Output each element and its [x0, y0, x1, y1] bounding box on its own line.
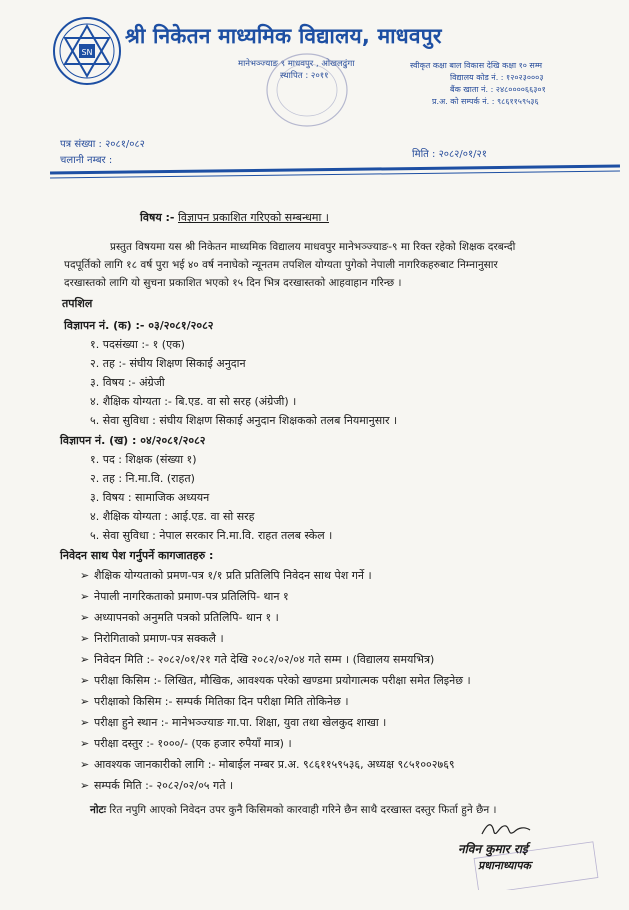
- subject-line: [140, 210, 329, 225]
- arrow-bullet-icon: ➢: [80, 758, 90, 771]
- subject-text: विज्ञापन प्रकाशित गरिएको सम्बन्धमा ।: [178, 211, 329, 224]
- approval-text: स्वीकृत कक्षा बाल विकास देखि कक्षा १० सम्म: [410, 61, 543, 70]
- school-address: मानेभञ्ज्याङ ९ माधवपुर , ओखलढुंगा: [238, 59, 355, 69]
- arrow-bullet-icon: ➢: [80, 779, 90, 792]
- intro-line-2: पदपूर्तिको लागि १८ वर्ष पुरा भई ४० वर्ष ननाघेको न्यूनतम तपशिल योग्यता पुगेको नेपाली नागरिकहरुबाट निम्नानुसार: [64, 259, 498, 271]
- ad2-item: ५. सेवा सुविधा : नेपाल सरकार नि.मा.वि. राहत तलब स्केल ।: [90, 529, 333, 542]
- intro-line-1: प्रस्तुत विषयमा यस श्री निकेतन माध्यमिक विद्यालय माधवपुर मानेभञ्ज्याङ-९ मा रिक्त रहेको शिक्षक दरबन्दी: [110, 241, 516, 253]
- arrow-bullet-icon: ➢: [80, 716, 90, 729]
- school-seal: [262, 48, 352, 132]
- header-rule-thick: [50, 165, 620, 175]
- ad2-item: १. पद : शिक्षक (संख्या १): [90, 453, 197, 466]
- arrow-bullet-icon: ➢: [80, 632, 90, 645]
- arrow-bullet-icon: ➢: [80, 611, 90, 624]
- docs-item: ➢ निवेदन मिति :- २०८२/०१/२१ गते देखि २०८२/०२/०४ गते सम्म । (विद्यालय समयभित्र): [80, 653, 435, 666]
- docs-item: ➢ परीक्षा किसिम :- लिखित, मौखिक, आवश्यक परेको खण्डमा प्रयोगात्मक परीक्षा समेत लिइनेछ ।: [80, 674, 471, 687]
- school-code: विद्यालय कोड नं. : १२०२३०००३: [450, 73, 544, 82]
- ad1-item: ५. सेवा सुविधा : संघीय शिक्षण सिकाई अनुदान शिक्षकको तलब नियमानुसार ।: [90, 414, 398, 427]
- school-name: श्री निकेतन माध्यमिक विद्यालय, माधवपुर: [125, 24, 442, 48]
- docs-item: ➢ निरोगिताको प्रमाण-पत्र सक्कलै ।: [80, 632, 224, 645]
- arrow-bullet-icon: ➢: [80, 737, 90, 750]
- docs-item: ➢ परीक्षाको किसिम :- सम्पर्क मितिका दिन परीक्षा मिति तोकिनेछ ।: [80, 695, 349, 708]
- docs-item: ➢ नेपाली नागरिकताको प्रमाण-पत्र प्रतिलिपि- थान १: [80, 590, 289, 603]
- dispatch-number: चलानी नम्बर :: [60, 155, 113, 166]
- docs-item: ➢ परीक्षा हुने स्थान :- मानेभञ्ज्याङ गा.पा. शिक्षा, युवा तथा खेलकुद शाखा ।: [80, 716, 387, 729]
- docs-item: ➢ शैक्षिक योग्यताको प्रमण-पत्र १/१ प्रति प्रतिलिपि निवेदन साथ पेश गर्ने ।: [80, 569, 372, 582]
- arrow-bullet-icon: ➢: [80, 695, 90, 708]
- ad1-item: ३. विषय :- अंग्रेजी: [90, 376, 165, 389]
- docs-item: ➢ आवश्यक जानकारीको लागि :- मोबाईल नम्बर प्र.अ. ९८६११५९५३६, अध्यक्ष ९८५१००२७६९: [80, 758, 455, 771]
- ad1-title: विज्ञापन नं. (क) :- ०३/२०८१/२०८२: [64, 319, 214, 332]
- arrow-bullet-icon: ➢: [80, 653, 90, 666]
- logo-text: SN: [81, 48, 93, 57]
- docs-heading: निवेदन साथ पेश गर्नुपर्ने कागजातहरु :: [60, 549, 214, 562]
- signatory-stamp: [456, 830, 606, 890]
- docs-item: ➢ अध्यापनको अनुमति पत्रको प्रतिलिपि- थान १ ।: [80, 611, 279, 624]
- intro-line-3: दरखास्तको लागि यो सुचना प्रकाशित भएको १५ दिन भित्र दरखास्तको आहवाहान गरिन्छ ।: [64, 277, 402, 289]
- details-heading: तपशिल: [62, 297, 93, 310]
- arrow-bullet-icon: ➢: [80, 569, 90, 582]
- ad1-item: १. पदसंख्या :- १ (एक): [90, 338, 185, 351]
- note-line: [90, 803, 497, 817]
- school-established: स्थापित : २०११: [280, 71, 329, 81]
- letter-date: मिति : २०८२/०१/२१: [412, 149, 487, 160]
- contact-number: प्र.अ. को सम्पर्क नं. : ९८६११५९५३६: [432, 97, 539, 106]
- ad1-item: २. तह :- संघीय शिक्षण सिकाई अनुदान: [90, 357, 246, 370]
- arrow-bullet-icon: ➢: [80, 674, 90, 687]
- note-text: रित नपुगि आएको निवेदन उपर कुनै किसिमको कारवाही गरिने छैन साथै दरखास्त दस्तुर फिर्ता हुने छैन ।: [109, 804, 497, 816]
- ad2-title: विज्ञापन नं. (ख) : ०४/२०८१/२०८२: [60, 434, 206, 447]
- bank-account: बैंक खाता नं. : २४८००००६६३०१: [450, 85, 546, 94]
- note-label: नोटः: [90, 804, 106, 816]
- docs-item: ➢ परीक्षा दस्तुर :- १०००/- (एक हजार रुपैयाँ मात्र) ।: [80, 737, 292, 750]
- ad2-item: २. तह : नि.मा.वि. (राहत): [90, 472, 195, 485]
- arrow-bullet-icon: ➢: [80, 590, 90, 603]
- signatory-title: प्रधानाध्यापक: [478, 859, 531, 872]
- ad2-item: ३. विषय : सामाजिक अध्ययन: [90, 491, 210, 504]
- docs-item: ➢ सम्पर्क मिति :- २०८२/०२/०५ गते ।: [80, 779, 234, 792]
- ad1-item: ४. शैक्षिक योग्यता :- बि.एड. वा सो सरह (अंग्रेजी) ।: [90, 395, 297, 408]
- letter-number: पत्र संख्या : २०८१/०८२: [60, 139, 145, 150]
- subject-label: विषय :-: [140, 211, 175, 224]
- school-logo: [52, 16, 122, 86]
- signatory-name: नविन कुमार राई: [458, 842, 528, 856]
- ad2-item: ४. शैक्षिक योग्यता : आई.एड. वा सो सरह: [90, 510, 255, 523]
